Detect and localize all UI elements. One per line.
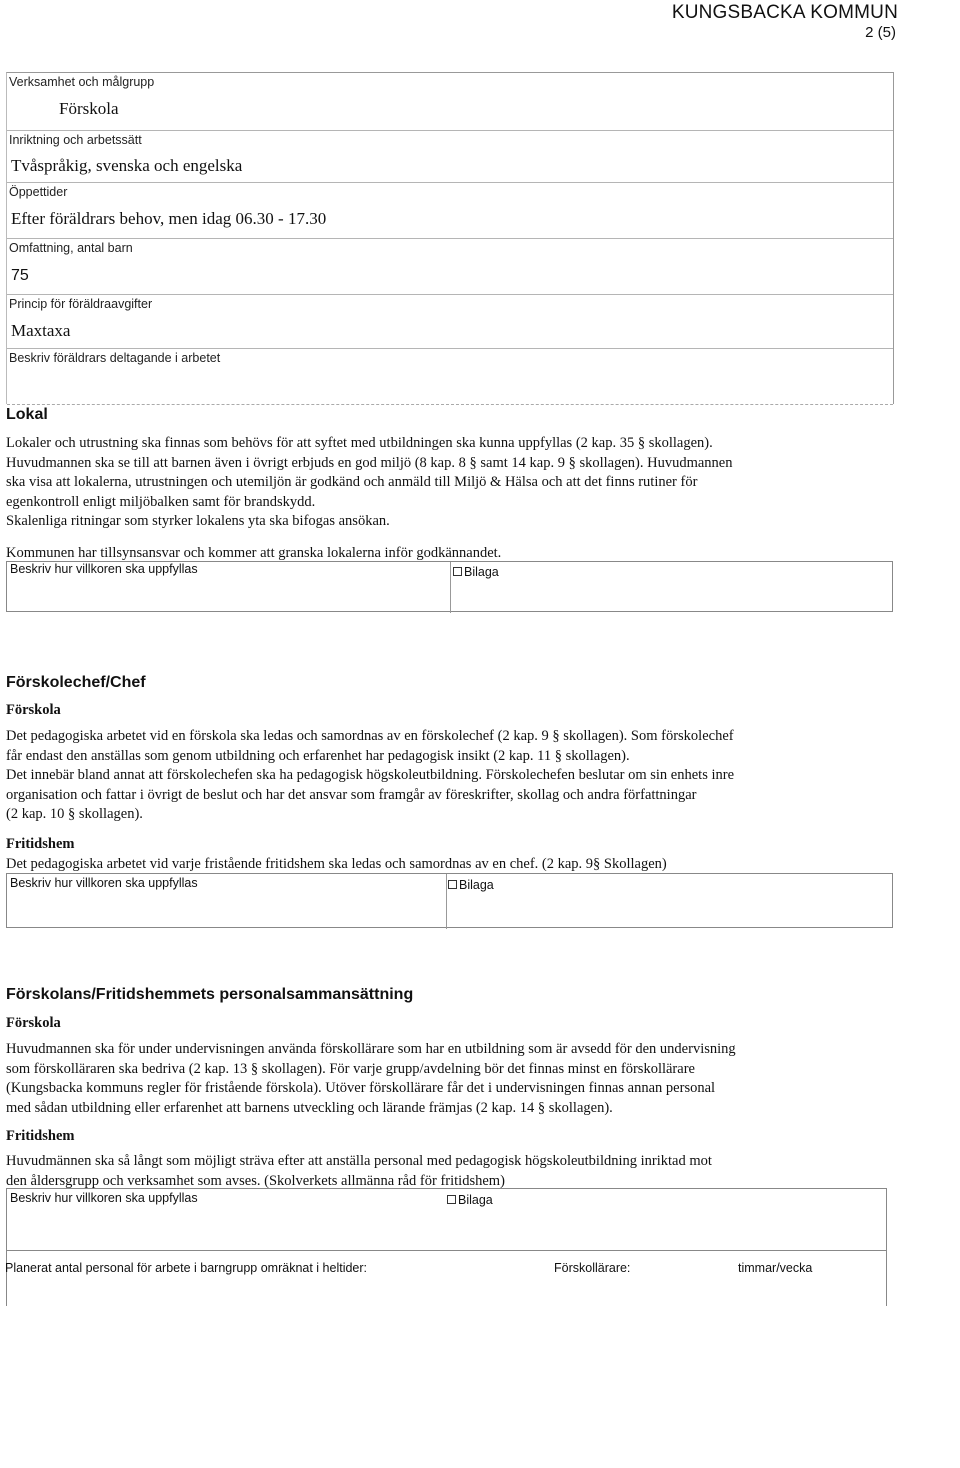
inriktning-value[interactable]: Tvåspråkig, svenska och engelska (11, 156, 243, 175)
lokal-paragraph: Lokaler och utrustning ska finnas som behövs för att syftet med utbildningen ska kunna uppfyllas (2 kap. 35 § skollagen). Huvudmannen ska se till att barnen även i övrigt erbjuds en god miljö (8 kap. 8 § samt 14 kap. 9 § skollagen). Huvudmannen ska visa att lokalerna, utrustningen och utemiljön är godkänd och anmäld till Miljö & Hälsa och att det finns rutiner för egenkontroll enligt miljöbalken samt för brandskydd. Skalenliga ritningar som styrker lokalens yta ska bifogas ansökan. (6, 435, 733, 529)
princip-value[interactable]: Maxtaxa (11, 321, 71, 340)
checkbox-icon (448, 880, 457, 889)
personal-bilaga-checkbox[interactable] (447, 1193, 493, 1207)
lokal-tillsyn: Kommunen har tillsynsansvar och kommer att granska lokalerna inför godkännandet. (6, 545, 502, 561)
inriktning-row (7, 131, 893, 183)
lokal-heading: Lokal (6, 406, 48, 423)
oppettider-label: Öppettider (9, 185, 68, 199)
chef-heading: Förskolechef/Chef (6, 674, 146, 691)
omfattning-row (7, 239, 893, 295)
forskollarare-label: Förskollärare: (554, 1261, 631, 1275)
lokal-conditions-box[interactable] (6, 561, 893, 612)
lokal-bilaga-checkbox[interactable] (453, 565, 499, 579)
omfattning-label: Omfattning, antal barn (9, 241, 133, 255)
personal-planerat-box[interactable] (6, 1250, 887, 1306)
lokal-box-divider (450, 562, 451, 613)
page-number: 2 (5) (865, 24, 896, 41)
lokal-bilaga-label: Bilaga (464, 565, 499, 579)
foraldrar-row[interactable] (7, 349, 893, 405)
personal-box-label: Beskriv hur villkoren ska uppfyllas (10, 1191, 198, 1205)
personal-conditions-box[interactable] (6, 1188, 887, 1250)
verksamhet-value[interactable]: Förskola (59, 99, 119, 118)
chef-forskola-paragraph: Det pedagogiska arbetet vid en förskola ska ledas och samordnas av en förskolechef (2 kap. 9 § skollagen). Som förskolechef får endast den anställas som genom utbildning och erfarenhet har pedagogisk insikt (2 kap. 11 § skollagen). Det innebär bland annat att förskolechefen ska ha pedagogisk högskoleutbildning. Förskolechefen beslutar om sin enhets inre organisation och fattar i övrigt de beslut och har det ansvar som framgår av föreskrifter, skollag och andra författningar (2 kap. 10 § skollagen). (6, 728, 735, 822)
checkbox-icon (447, 1195, 456, 1204)
oppettider-row (7, 183, 893, 239)
planerat-label: Planerat antal personal för arbete i barngrupp omräknat i heltider: (5, 1261, 368, 1275)
oppettider-value[interactable]: Efter föräldrars behov, men idag 06.30 - 17.30 (11, 209, 327, 228)
chef-bilaga-label: Bilaga (459, 878, 494, 892)
personal-bilaga-label: Bilaga (458, 1193, 493, 1207)
chef-conditions-box[interactable] (6, 873, 893, 928)
chef-fritids-subheading: Fritidshem (6, 836, 75, 852)
checkbox-icon (453, 567, 462, 576)
organization-name: KUNGSBACKA KOMMUN (671, 2, 898, 23)
chef-fritids-paragraph: Det pedagogiska arbetet vid varje fristående fritidshem ska ledas och samordnas av en chef. (2 kap. 9§ Skollagen) (6, 856, 667, 872)
timmar-label: timmar/vecka (738, 1261, 813, 1275)
verksamhet-label: Verksamhet och målgrupp (9, 75, 155, 89)
verksamhet-row (7, 73, 893, 131)
chef-box-divider (446, 874, 447, 929)
personal-forskola-subheading: Förskola (6, 1015, 61, 1031)
foraldrar-label: Beskriv föräldrars deltagande i arbetet (9, 351, 221, 365)
omfattning-value[interactable]: 75 (11, 267, 29, 284)
personal-heading: Förskolans/Fritidshemmets personalsammansättning (6, 986, 414, 1003)
princip-row (7, 295, 893, 349)
personal-fritids-paragraph: Huvudmännen ska så långt som möjligt sträva efter att anställa personal med pedagogisk högskoleutbildning inriktad mot den åldersgrupp och verksamhet som avses. (Skolverkets allmänna råd för fritidshem) (6, 1153, 712, 1189)
info-table (6, 72, 894, 404)
personal-forskola-paragraph: Huvudmannen ska för under undervisningen använda förskollärare som har en utbildning som är avsedd för den undervisning som förskolläraren ska bedriva (2 kap. 13 § skollagen). För varje grupp/avdelning bör det finnas minst en förskollärare (Kungsbacka kommuns regler för fristående förskola). Utöver förskollärare får det i undervisningen finnas annan personal med sådan utbildning eller erfarenhet att barnens utveckling och lärande främjas (2 kap. 14 § skollagen). (6, 1041, 736, 1116)
personal-fritids-subheading: Fritidshem (6, 1128, 75, 1144)
chef-box-label: Beskriv hur villkoren ska uppfyllas (10, 876, 198, 890)
princip-label: Princip för föräldraavgifter (9, 297, 153, 311)
lokal-box-label: Beskriv hur villkoren ska uppfyllas (10, 562, 198, 576)
chef-forskola-subheading: Förskola (6, 702, 61, 718)
inriktning-label: Inriktning och arbetssätt (9, 133, 142, 147)
chef-bilaga-checkbox[interactable] (448, 878, 494, 892)
